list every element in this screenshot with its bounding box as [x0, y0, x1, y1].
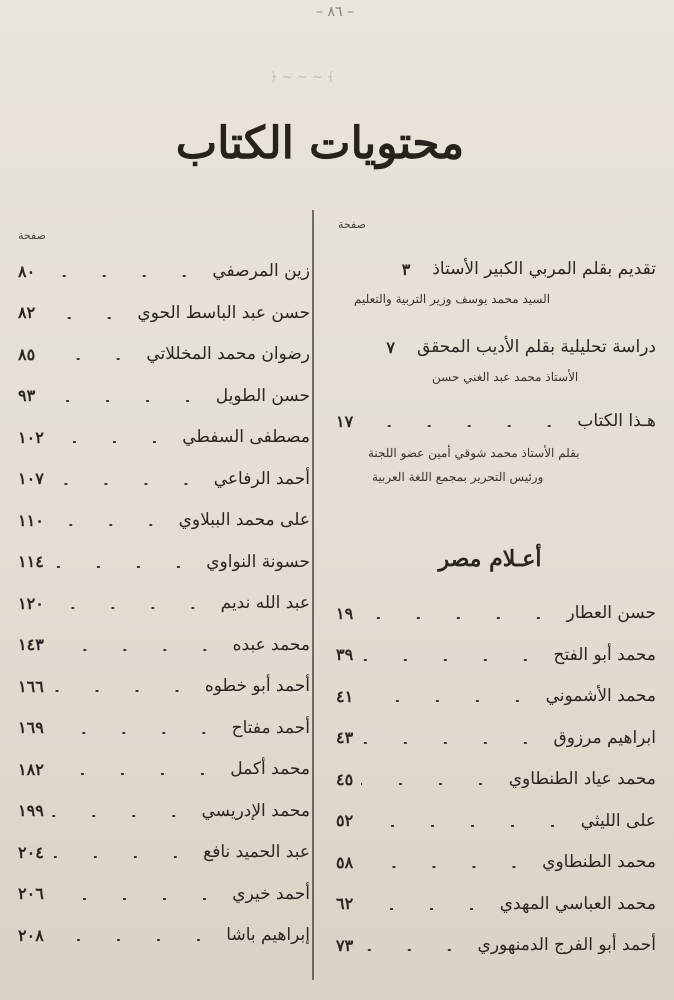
dot-leader: [361, 659, 545, 661]
entry-name: محمد عياد الطنطاوي: [508, 769, 656, 789]
toc-entry: [336, 681, 656, 711]
dot-leader: [52, 524, 171, 526]
entry-page: ٢٠٦: [18, 884, 44, 903]
dot-leader: [361, 742, 545, 744]
dot-leader: [361, 700, 537, 702]
entry-page: ١٧: [336, 411, 354, 431]
page-title: محتويات الكتاب: [175, 118, 465, 169]
dot-leader: [43, 317, 129, 319]
entry-name: حسونة النواوي: [206, 551, 310, 572]
dot-leader: [52, 649, 225, 651]
toc-entry: [18, 920, 310, 950]
entry-page: ٨٢: [18, 303, 36, 322]
entry-page: ١٢٠: [18, 593, 44, 613]
dot-leader: [52, 773, 222, 775]
entry-name: عبد الله نديم: [220, 593, 310, 613]
entry-page: ١٩٩: [18, 801, 44, 820]
toc-entry: [18, 588, 310, 618]
dot-leader: [361, 908, 492, 910]
entry-page: ٧٣: [336, 935, 354, 955]
entry-subtitle: ورئيس التحرير بمجمع اللغة العربية: [372, 470, 544, 484]
entry-name: حسن العطار: [566, 603, 656, 623]
entry-page: ٤٣: [336, 728, 354, 747]
entry-page: ١٦٦: [18, 676, 44, 696]
entry-name: ابراهيم مرزوق: [553, 727, 656, 748]
entry-page: ٤١: [336, 686, 354, 706]
entry-title: هـذا الكتاب: [577, 411, 656, 431]
toc-entry: [18, 256, 310, 286]
toc-entry: [336, 254, 656, 284]
entry-title: دراسة تحليلية بقلم الأديب المحقق: [417, 337, 656, 357]
entry-name: رضوان محمد المخللاتي: [146, 344, 310, 364]
entry-name: أحمد الرفاعي: [213, 468, 310, 489]
toc-entry: [18, 422, 310, 452]
left-column-label: صفحة: [18, 229, 46, 242]
dot-leader: [361, 783, 501, 785]
dot-leader: [361, 617, 558, 619]
toc-entry: [18, 464, 310, 494]
entry-page: ١٠٢: [18, 427, 44, 447]
entry-name: محمد الإدريسي: [201, 800, 310, 821]
entry-page: ١٨٢: [18, 759, 44, 779]
toc-entry: [336, 764, 656, 794]
column-divider: [312, 210, 314, 980]
entry-page: ٤٥: [336, 769, 354, 789]
dot-leader: [52, 815, 194, 817]
entry-page: ٣٩: [336, 645, 354, 664]
dot-leader: [361, 825, 573, 827]
toc-entry: [18, 713, 310, 743]
entry-page: ٢٠٨: [18, 925, 44, 945]
faint-pencil-marks: ﴾ ~ ~ ~ ﴿: [270, 70, 335, 85]
toc-entry: [18, 754, 310, 784]
entry-name: محمد العباسي المهدي: [499, 893, 656, 914]
dot-leader: [403, 351, 409, 353]
dot-leader: [52, 566, 198, 568]
entry-name: محمد أبو الفتح: [553, 644, 656, 665]
entry-page: ٨٥: [18, 344, 36, 364]
entry-page: ١٩: [336, 603, 354, 623]
toc-entry: [18, 879, 310, 909]
entry-subtitle: الأستاذ محمد عبد الغني حسن: [432, 370, 579, 384]
entry-subtitle: السيد محمد يوسف وزير التربية والتعليم: [354, 292, 551, 306]
dot-leader: [418, 273, 424, 275]
toc-entry: [18, 796, 310, 826]
entry-subtitle: بقلم الأستاذ محمد شوقي أمين عضو اللجنة: [368, 446, 580, 460]
toc-entry: [18, 837, 310, 867]
toc-entry: [336, 598, 656, 628]
dot-leader: [52, 898, 225, 900]
entry-name: أحمد أبو الفرج الدمنهوري: [477, 935, 656, 955]
toc-entry: [18, 339, 310, 369]
section-heading: أعـلام مصر: [438, 546, 542, 572]
entry-name: حسن عبد الباسط الحوي: [137, 302, 310, 323]
entry-name: على الليثي: [580, 810, 656, 831]
toc-entry: [18, 547, 310, 577]
entry-name: إبراهيم باشا: [226, 925, 310, 945]
dot-leader: [52, 607, 213, 609]
entry-name: محمد أكمل: [230, 759, 310, 779]
entry-name: مصطفى السفطي: [182, 427, 310, 447]
dot-leader: [43, 275, 204, 277]
toc-entry: [336, 723, 656, 753]
entry-page: ٦٢: [336, 894, 354, 913]
right-column-label: صفحة: [338, 218, 366, 231]
dot-leader: [52, 483, 206, 485]
entry-name: أحمد مفتاح: [231, 717, 310, 738]
entry-page: ٢٠٤: [18, 842, 44, 862]
entry-name: أحمد أبو خطوه: [204, 676, 310, 696]
toc-entry: [18, 298, 310, 328]
toc-entry: [336, 847, 656, 877]
entry-name: على محمد الببلاوي: [178, 510, 310, 530]
entry-name: حسن الطويل: [215, 385, 310, 406]
dot-leader: [361, 949, 469, 951]
entry-page: ١٤٣: [18, 635, 44, 654]
entry-page: ٥٢: [336, 811, 354, 830]
toc-entry: [18, 381, 310, 411]
dot-leader: [52, 690, 197, 692]
entry-page: ١١٤: [18, 552, 44, 571]
dot-leader: [43, 400, 208, 402]
entry-name: محمد الأشموني: [545, 686, 656, 706]
entry-page: ١٠٧: [18, 469, 44, 488]
toc-entry: [18, 671, 310, 701]
dot-leader: [361, 425, 569, 427]
entry-page: ١٦٩: [18, 718, 44, 737]
toc-entry: [336, 640, 656, 670]
entry-name: محمد الطنطاوي: [542, 852, 656, 872]
entry-page: ٨٠: [18, 261, 36, 281]
entry-page: ٧: [386, 337, 396, 357]
entry-name: محمد عبده: [232, 634, 310, 655]
entry-page: ٩٣: [18, 386, 36, 405]
entry-name: أحمد خيري: [232, 883, 310, 904]
entry-page: ١١٠: [18, 510, 44, 530]
toc-entry: [18, 505, 310, 535]
toc-entry: [336, 889, 656, 919]
dot-leader: [52, 939, 219, 941]
dot-leader: [361, 866, 534, 868]
toc-entry: [336, 332, 656, 362]
entry-name: عبد الحميد نافع: [203, 842, 310, 862]
toc-entry: [336, 806, 656, 836]
entry-page: ٣: [401, 259, 411, 279]
entry-name: زين المرصفي: [212, 261, 310, 281]
toc-entry: [18, 630, 310, 660]
dot-leader: [43, 358, 138, 360]
entry-page: ٥٨: [336, 852, 354, 872]
page-number: – ٨٦ –: [316, 4, 354, 20]
toc-entry: [336, 406, 656, 436]
dot-leader: [52, 732, 224, 734]
dot-leader: [52, 441, 174, 443]
entry-title: تقديم بقلم المربي الكبير الأستاذ: [432, 259, 656, 279]
toc-entry: [336, 930, 656, 960]
dot-leader: [52, 856, 195, 858]
